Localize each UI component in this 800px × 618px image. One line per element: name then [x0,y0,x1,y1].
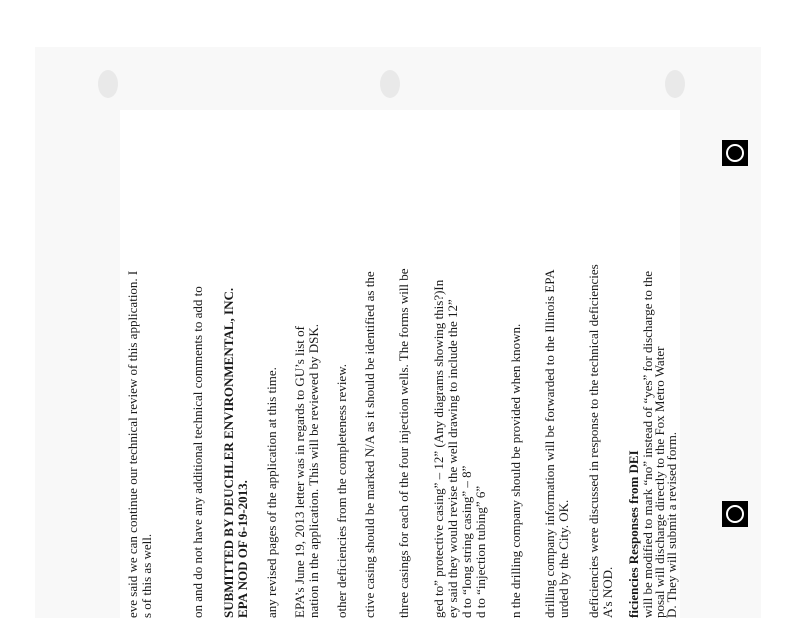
document-line: will be modified to mark “no” instead of “yes” for discharge to the [640,270,655,618]
document-line: ged to” protective casing” – 12” (Any diagrams showing this?)In [431,279,446,618]
document-line: ey said they would revise the well drawing to include the 12” [445,299,460,618]
document-line: urded by the City. OK. [556,499,571,618]
document-line: other deficiencies from the completeness review. [334,364,349,618]
document-line: deficiencies were discussed in response to the technical deficiencies [586,264,601,618]
scan-registration-mark-bottom [722,501,748,527]
document-line: EPA’s June 19, 2013 letter was in regards to GU’s list of [292,326,307,618]
document-heading-line: SUBMITTED BY DEUCHLER ENVIRONMENTAL, INC. [221,287,236,618]
document-line: posal will discharge directly to the Fox Metro Water [652,346,667,618]
document-line: on and do not have any additional technical comments to add to [190,286,205,618]
document-line: three casings for each of the four injection wells. The forms will be [396,268,411,618]
document-line: d to “injection tubing” 6” [473,485,488,618]
document-line: A’s NOD. [600,566,615,618]
document-heading-line: EPA NOD OF 6-19-2013. [235,480,250,618]
document-line: n the drilling company should be provided when known. [508,323,523,618]
document-heading-line: ficiencies Responses from DEI [626,450,641,618]
scan-registration-ring [726,505,744,523]
rotated-document-text [122,0,682,618]
scan-registration-ring [726,144,744,162]
document-line: ctive casing should be marked N/A as it should be identified as the [362,271,377,618]
document-line: drilling company information will be forwarded to the Illinois EPA [542,269,557,618]
document-line: D. They will submit a revised form. [664,431,679,618]
document-line: s of this as well. [139,533,154,618]
document-line: nation in the application. This will be reviewed by DSK. [306,323,321,618]
punch-hole-top [98,70,118,98]
document-line: any revised pages of the application at this time. [264,367,279,618]
document-line: d to “long string casing” – 8” [459,465,474,618]
document-line: eve said we can continue our technical review of this application. I [125,270,140,618]
scan-registration-mark-top [722,140,748,166]
